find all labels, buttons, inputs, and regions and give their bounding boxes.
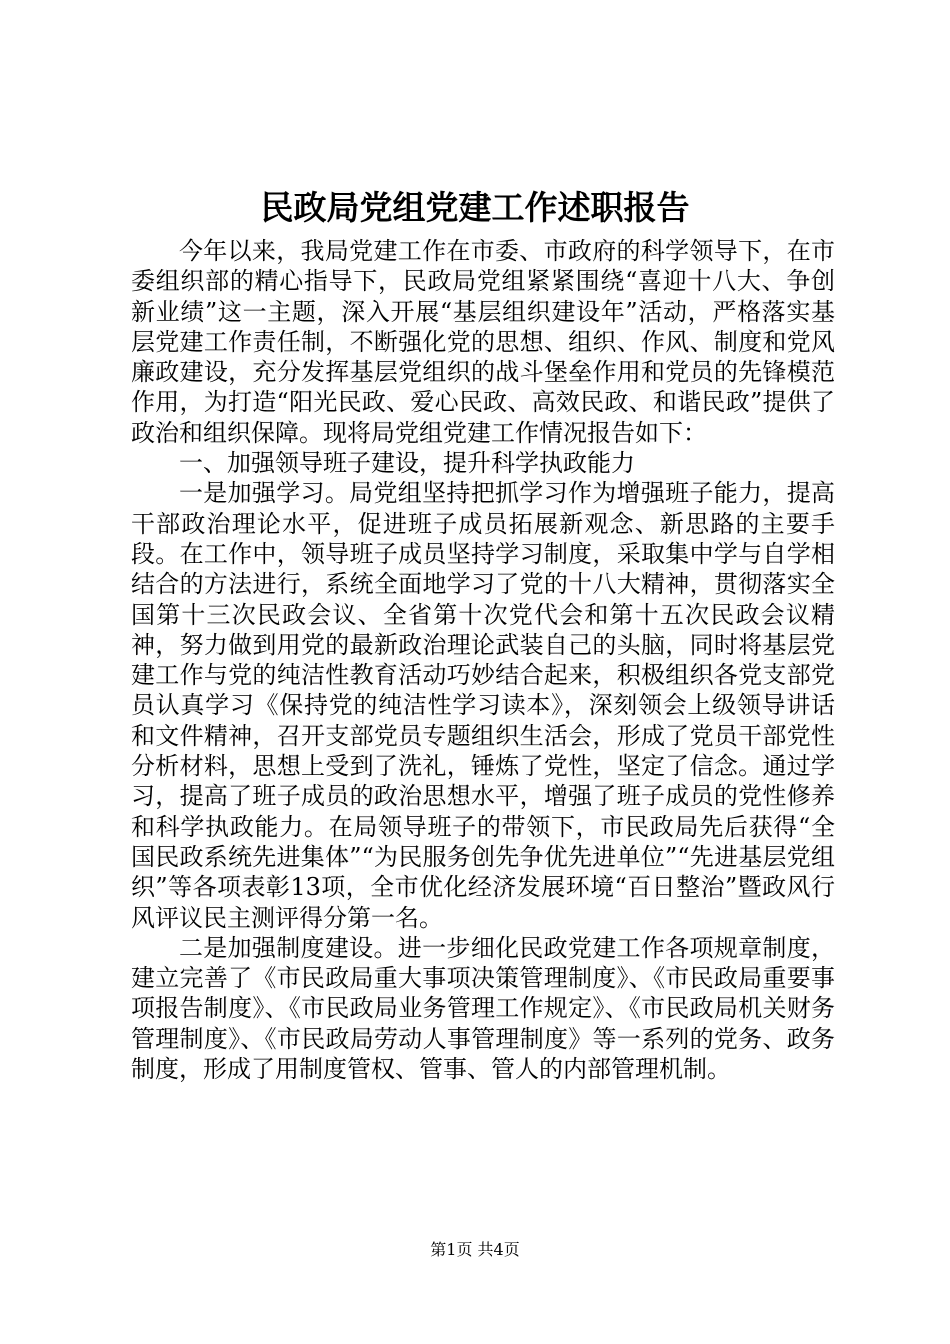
- document-body: [131, 236, 835, 1084]
- page-footer: 第1页 共4页: [430, 1240, 520, 1259]
- document-title: 民政局党组党建工作述职报告: [260, 188, 690, 227]
- section-heading: 一、加强领导班子建设，提升科学执政能力: [179, 449, 635, 478]
- study-paragraph: 一是加强学习。局党组坚持把抓学习作为增强班子能力，提高干部政治理论水平，促进班子成员拓展新观念、新思路的主要手段。在工作中，领导班子成员坚持学习制度，采取集中学与自学相结合的方法进行，系统全面地学习了党的十八大精神，贯彻落实全国第十三次民政会议、全省第十次党代会和第十五次民政会议精神，努力做到用党的最新政治理论武装自己的头脑，同时将基层党建工作与党的纯洁性教育活动巧妙结合起来，积极组织各党支部党员认真学习《保持党的纯洁性学习读本》，深刻领会上级领导讲话和文件精神，召开支部党员专题组织生活会，形成了党员干部党性分析材料，思想上受到了洗礼，锤炼了党性，坚定了信念。通过学习，提高了班子成员的政治思想水平，增强了班子成员的党性修养和科学执政能力。在局领导班子的带领下，市民政局先后获得“全国民政系统先进集体”“为民服务创先争优先进单位”“先进基层党组织”等各项表彰13项，全市优化经济发展环境“百日整治”暨政风行风评议民主测评得分第一名。: [131, 479, 835, 932]
- intro-paragraph: 今年以来，我局党建工作在市委、市政府的科学领导下，在市委组织部的精心指导下，民政局党组紧紧围绕“喜迎十八大、争创新业绩”这一主题，深入开展“基层组织建设年”活动，严格落实基层党建工作责任制，不断强化党的思想、组织、作风、制度和党风廉政建设，充分发挥基层党组织的战斗堡垒作用和党员的先锋模范作用，为打造“阳光民政、爱心民政、高效民政、和谐民政”提供了政治和组织保障。现将局党组党建工作情况报告如下：: [131, 237, 835, 447]
- system-paragraph: 二是加强制度建设。进一步细化民政党建工作各项规章制度，建立完善了《市民政局重大事项决策管理制度》、《市民政局重要事项报告制度》、《市民政局业务管理工作规定》、《市民政局机关财务管理制度》、《市民政局劳动人事管理制度》等一系列的党务、政务制度，形成了用制度管权、管事、管人的内部管理机制。: [131, 933, 835, 1084]
